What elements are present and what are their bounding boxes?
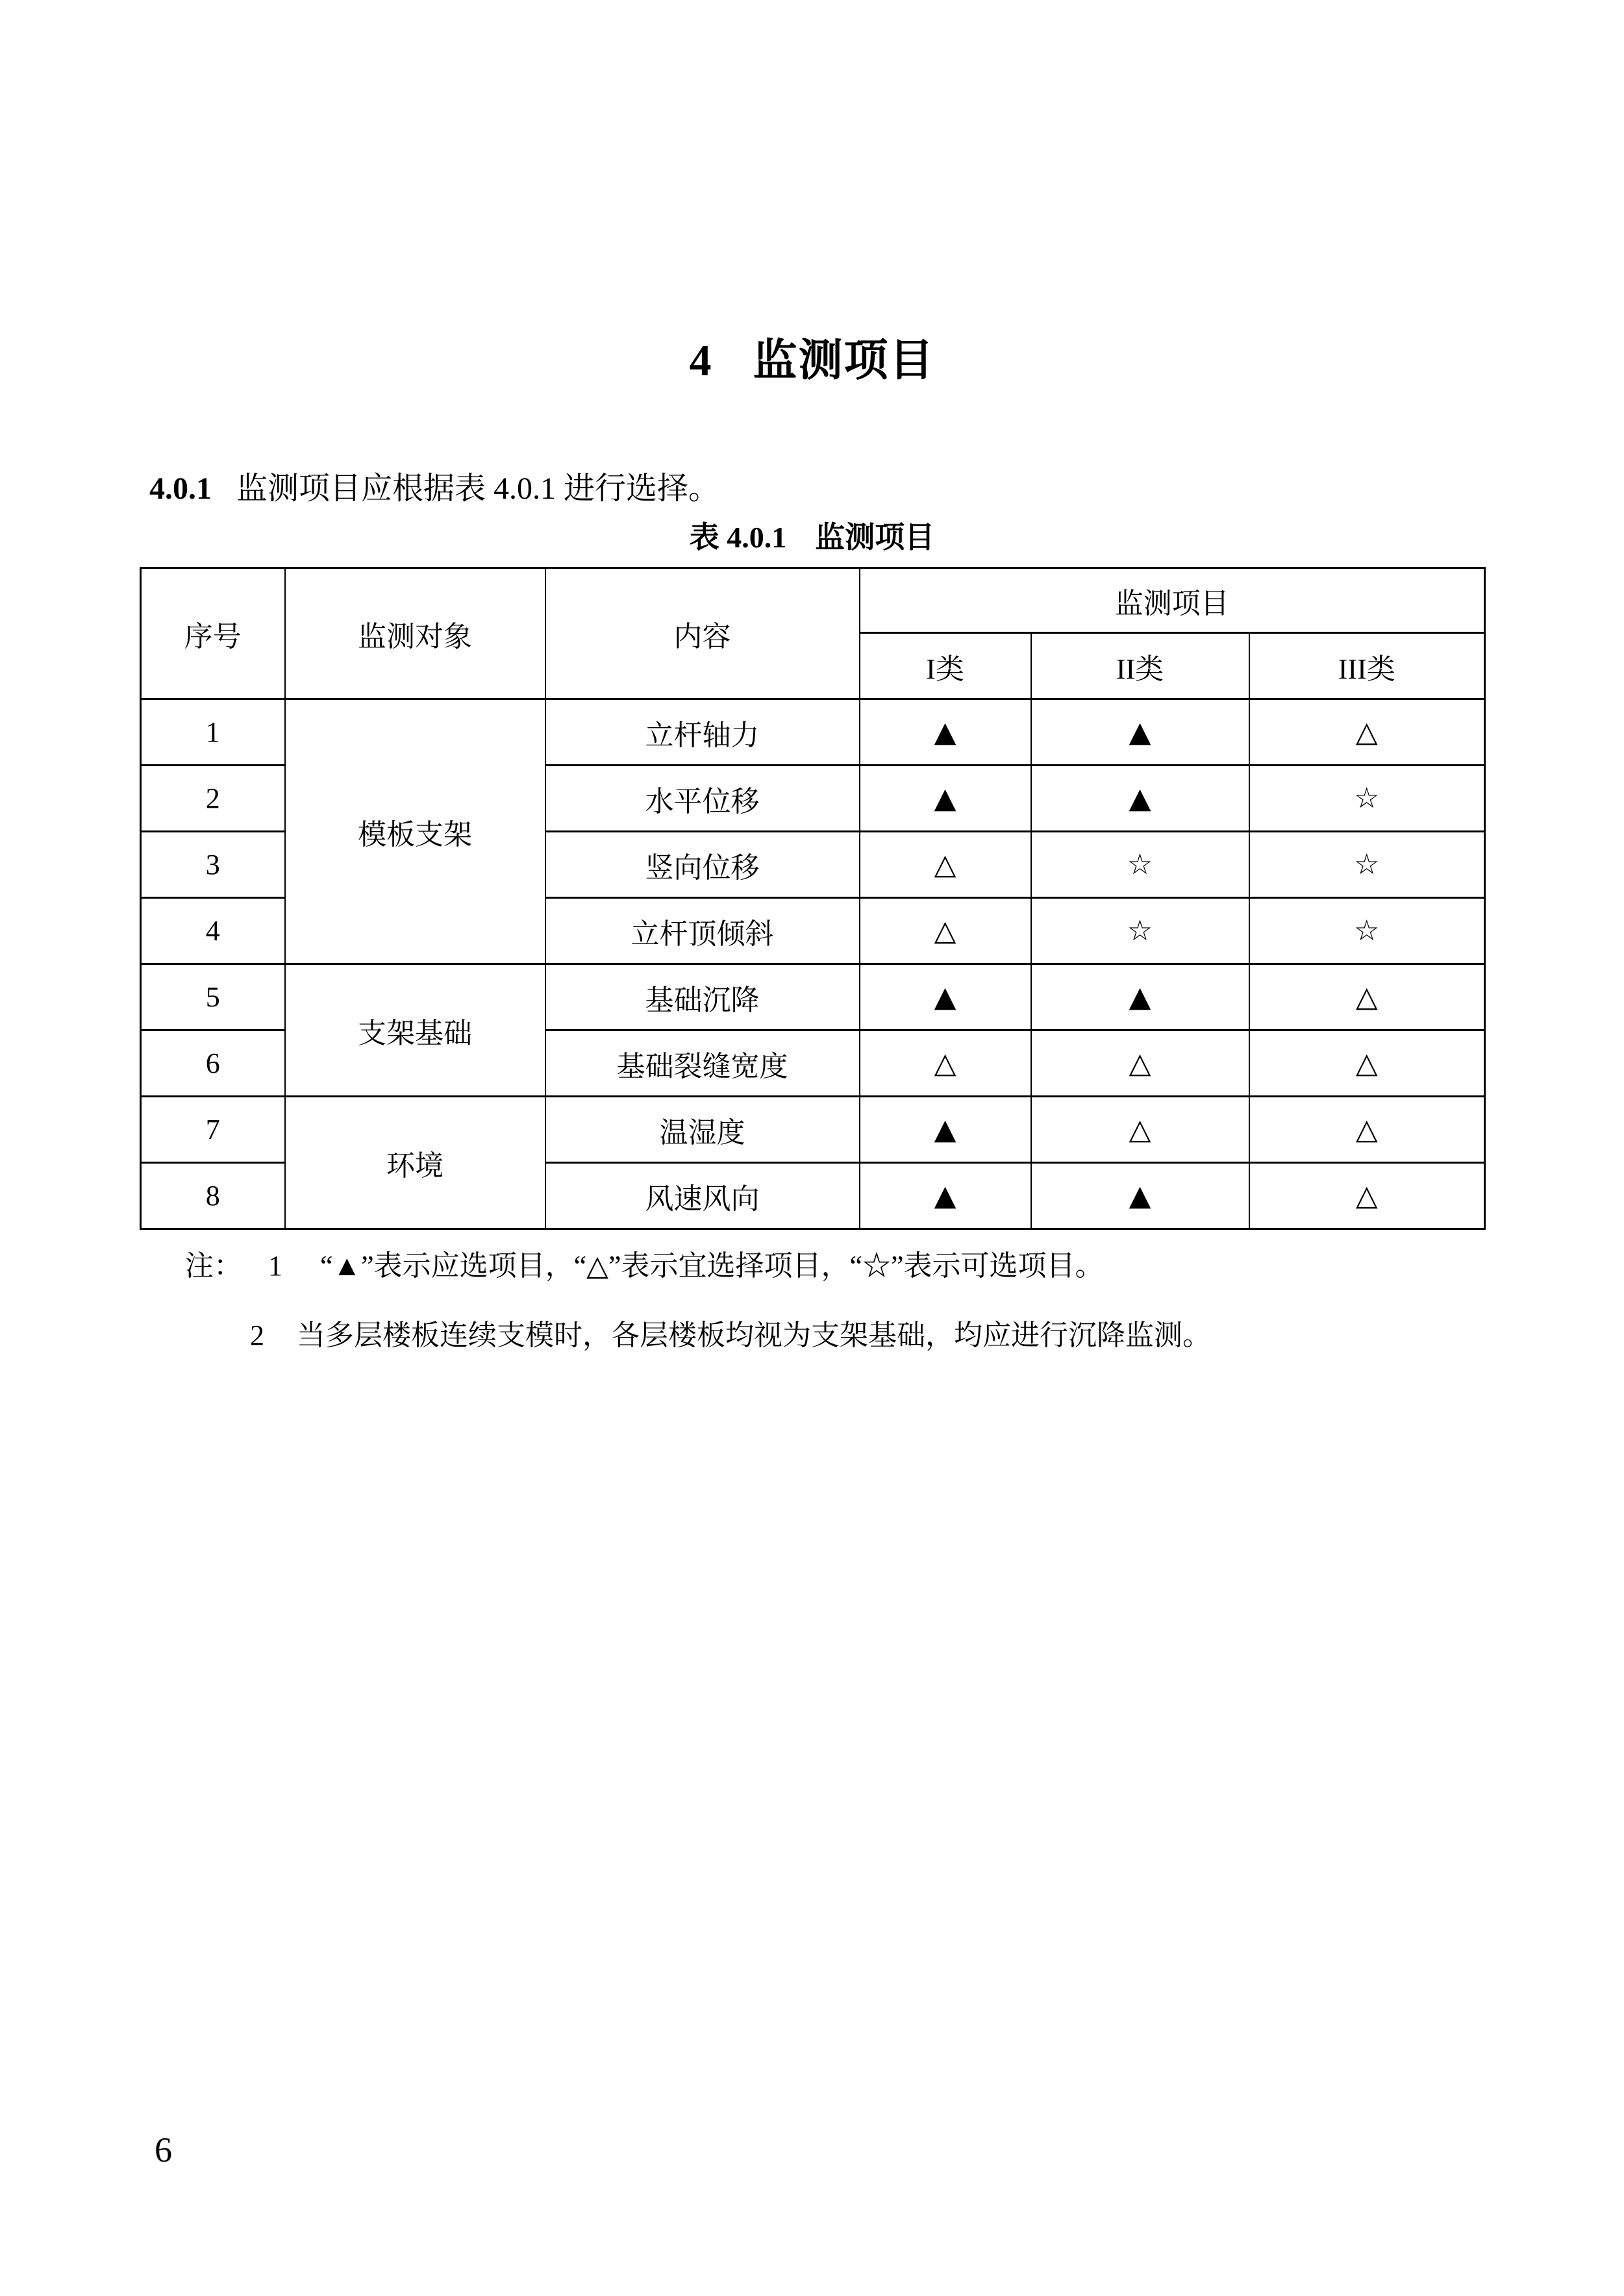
cell-class3-mark: △ xyxy=(1249,1030,1485,1097)
cell-class1-mark: △ xyxy=(860,1030,1031,1097)
cell-object-group: 支架基础 xyxy=(285,964,545,1097)
header-object: 监测对象 xyxy=(285,568,545,699)
header-items-group: 监测项目 xyxy=(860,568,1485,633)
chapter-heading xyxy=(0,336,1624,385)
cell-class1-mark: ▲ xyxy=(860,1163,1031,1229)
cell-content: 立杆轴力 xyxy=(545,699,860,766)
table-row xyxy=(141,699,1485,766)
header-class-1: I类 xyxy=(860,633,1031,699)
note-item-2 xyxy=(250,1317,1211,1353)
cell-serial: 5 xyxy=(141,964,285,1030)
cell-object-group: 环境 xyxy=(285,1097,545,1229)
cell-serial: 2 xyxy=(141,766,285,832)
cell-class2-mark: ▲ xyxy=(1031,699,1249,766)
cell-serial: 8 xyxy=(141,1163,285,1229)
cell-serial: 1 xyxy=(141,699,285,766)
table-caption-title: 监测项目 xyxy=(815,521,935,554)
chapter-number: 4 xyxy=(689,336,713,385)
cell-class2-mark: ▲ xyxy=(1031,766,1249,832)
page-number: 6 xyxy=(155,2130,172,2169)
chapter-title: 监测项目 xyxy=(753,336,935,385)
cell-class3-mark: △ xyxy=(1249,1097,1485,1163)
header-class-2: II类 xyxy=(1031,633,1249,699)
note-1-number: 1 xyxy=(268,1250,282,1282)
cell-class2-mark: △ xyxy=(1031,1030,1249,1097)
cell-class1-mark: ▲ xyxy=(860,699,1031,766)
cell-serial: 6 xyxy=(141,1030,285,1097)
header-class-3: III类 xyxy=(1249,633,1485,699)
note-2-text: 当多层楼板连续支模时，各层楼板均视为支架基础，均应进行沉降监测。 xyxy=(297,1319,1211,1351)
header-serial: 序号 xyxy=(141,568,285,699)
cell-content: 风速风向 xyxy=(545,1163,860,1229)
header-content: 内容 xyxy=(545,568,860,699)
table-header-row-1 xyxy=(141,568,1485,633)
table-caption-label: 表 4.0.1 xyxy=(689,521,787,554)
cell-object-group: 模板支架 xyxy=(285,699,545,964)
table-notes xyxy=(185,1248,1211,1353)
cell-class1-mark: ▲ xyxy=(860,1097,1031,1163)
cell-class2-mark: ☆ xyxy=(1031,832,1249,898)
note-item-1 xyxy=(185,1248,1211,1284)
table-caption xyxy=(0,519,1624,555)
cell-class3-mark: ☆ xyxy=(1249,766,1485,832)
cell-serial: 7 xyxy=(141,1097,285,1163)
cell-class3-mark: △ xyxy=(1249,699,1485,766)
cell-content: 基础沉降 xyxy=(545,964,860,1030)
cell-class3-mark: ☆ xyxy=(1249,898,1485,964)
clause-text: 监测项目应根据表 4.0.1 进行选择。 xyxy=(236,471,720,506)
cell-class2-mark: ▲ xyxy=(1031,964,1249,1030)
cell-class2-mark: ☆ xyxy=(1031,898,1249,964)
cell-serial: 4 xyxy=(141,898,285,964)
cell-class3-mark: △ xyxy=(1249,1163,1485,1229)
cell-content: 基础裂缝宽度 xyxy=(545,1030,860,1097)
cell-content: 温湿度 xyxy=(545,1097,860,1163)
cell-class1-mark: △ xyxy=(860,898,1031,964)
cell-serial: 3 xyxy=(141,832,285,898)
monitoring-table-wrapper xyxy=(140,567,1486,1230)
note-2-number: 2 xyxy=(250,1319,264,1351)
cell-class3-mark: △ xyxy=(1249,964,1485,1030)
clause-number: 4.0.1 xyxy=(149,471,212,506)
cell-class2-mark: ▲ xyxy=(1031,1163,1249,1229)
cell-class1-mark: ▲ xyxy=(860,766,1031,832)
cell-content: 竖向位移 xyxy=(545,832,860,898)
table-row xyxy=(141,1097,1485,1163)
cell-class2-mark: △ xyxy=(1031,1097,1249,1163)
cell-content: 水平位移 xyxy=(545,766,860,832)
cell-class1-mark: ▲ xyxy=(860,964,1031,1030)
clause-paragraph xyxy=(149,469,719,509)
cell-class1-mark: △ xyxy=(860,832,1031,898)
monitoring-table xyxy=(140,567,1486,1230)
note-1-text: “▲”表示应选项目，“△”表示宜选择项目，“☆”表示可选项目。 xyxy=(320,1250,1104,1282)
cell-content: 立杆顶倾斜 xyxy=(545,898,860,964)
cell-class3-mark: ☆ xyxy=(1249,832,1485,898)
note-label: 注： xyxy=(185,1250,242,1282)
table-row xyxy=(141,964,1485,1030)
